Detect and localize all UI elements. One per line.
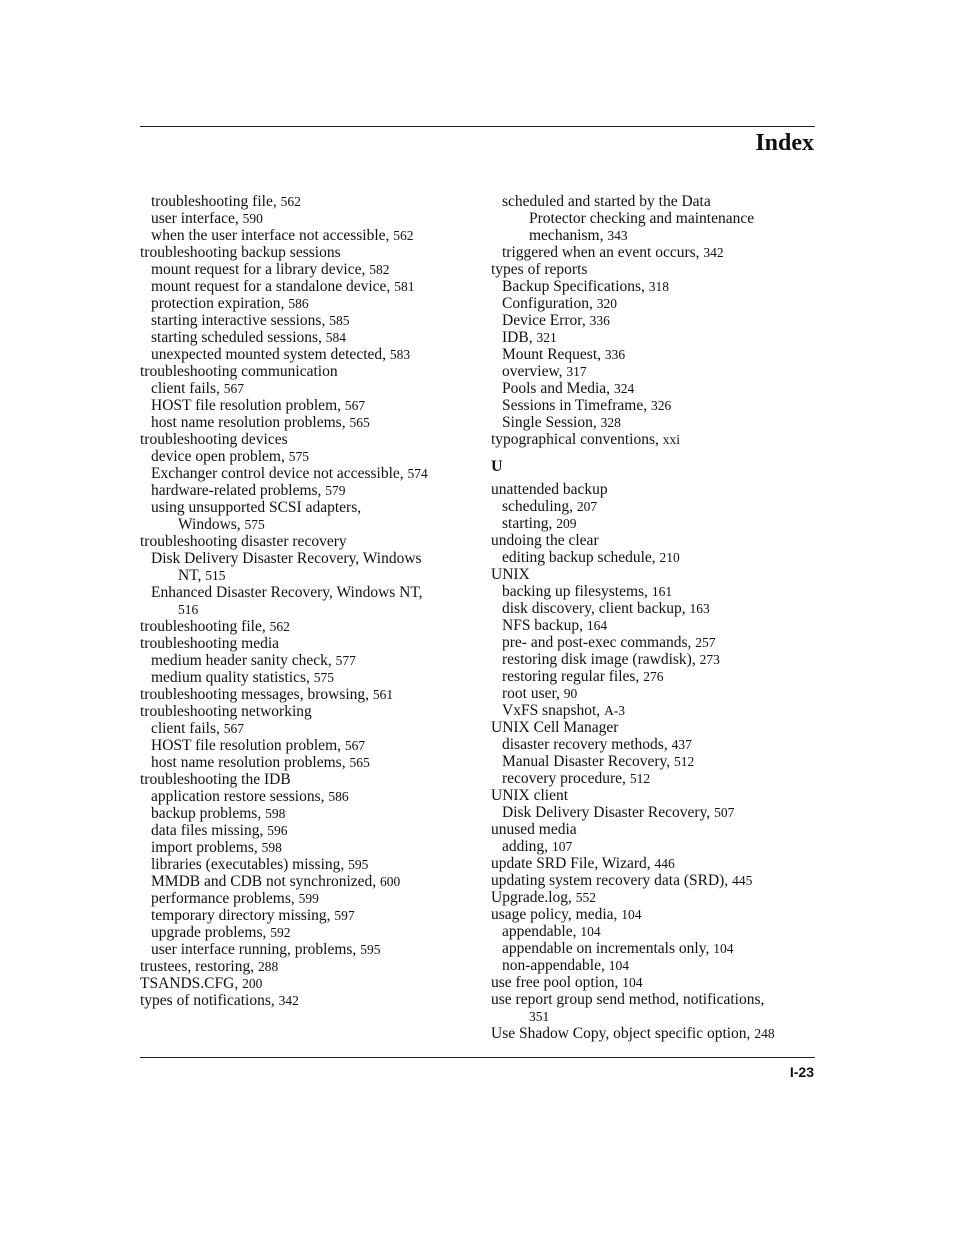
index-page-ref: 598 <box>261 840 282 855</box>
index-term: starting interactive sessions, <box>151 312 330 329</box>
index-page-ref: 90 <box>563 686 578 701</box>
index-entry <box>491 702 821 719</box>
index-entry <box>140 193 470 210</box>
index-entry <box>491 736 821 753</box>
index-term: Configuration, <box>502 295 597 312</box>
index-page-ref: 590 <box>242 211 263 226</box>
index-term: NT, <box>178 567 206 584</box>
index-entry <box>140 975 470 992</box>
index-term: root user, <box>502 685 564 702</box>
index-term: TSANDS.CFG, <box>140 975 243 992</box>
index-entry <box>491 668 821 685</box>
index-page-ref: 446 <box>654 856 675 871</box>
index-term: host name resolution problems, <box>151 414 350 431</box>
index-page-ref: 207 <box>576 499 598 514</box>
index-page-ref: 586 <box>288 296 309 311</box>
index-page-ref: 104 <box>713 941 734 956</box>
index-entry <box>491 481 821 498</box>
index-page-ref: 565 <box>349 415 370 430</box>
index-term: import problems, <box>151 839 262 856</box>
index-term: troubleshooting backup sessions <box>140 244 341 261</box>
index-term: starting, <box>502 515 557 532</box>
index-entry <box>491 380 821 397</box>
index-page-ref: 507 <box>714 805 735 820</box>
index-entry <box>140 805 470 822</box>
index-term: Disk Delivery Disaster Recovery, <box>502 804 715 821</box>
index-term: Protector checking and maintenance <box>529 210 755 227</box>
index-term: VxFS snapshot, <box>502 702 605 719</box>
index-entry <box>491 651 821 668</box>
index-entry <box>140 312 470 329</box>
index-page-ref: 336 <box>604 347 626 362</box>
index-entry <box>491 312 821 329</box>
index-entry <box>140 788 470 805</box>
index-page-ref: 585 <box>329 313 350 328</box>
index-term: backup problems, <box>151 805 266 822</box>
index-term: unexpected mounted system detected, <box>151 346 390 363</box>
index-term: UNIX client <box>491 787 569 804</box>
index-term: types of notifications, <box>140 992 279 1009</box>
header-rule <box>140 126 815 127</box>
index-page-ref: 351 <box>529 1009 550 1024</box>
index-term: user interface running, problems, <box>151 941 361 958</box>
index-page-ref: 581 <box>394 279 415 294</box>
index-page-ref: 318 <box>648 279 670 294</box>
index-entry <box>491 227 821 244</box>
index-term: UNIX Cell Manager <box>491 719 619 736</box>
index-entry <box>140 686 470 703</box>
index-entry <box>140 516 470 533</box>
index-entry <box>140 346 470 363</box>
index-term: Exchanger control device not accessible, <box>151 465 408 482</box>
index-page-ref: 592 <box>270 925 291 940</box>
index-term: pre- and post-exec commands, <box>502 634 696 651</box>
index-entry <box>140 703 470 720</box>
index-page-ref: 445 <box>732 873 753 888</box>
index-term: upgrade problems, <box>151 924 271 941</box>
index-entry <box>140 839 470 856</box>
index-entry <box>491 329 821 346</box>
index-page-ref: 584 <box>325 330 347 345</box>
index-entry <box>140 397 470 414</box>
index-entry <box>491 210 821 227</box>
index-entry <box>140 567 470 584</box>
index-entry <box>140 941 470 958</box>
index-entry <box>491 838 821 855</box>
index-page-ref: xxi <box>662 432 681 447</box>
index-entry <box>140 958 470 975</box>
index-term: temporary directory missing, <box>151 907 335 924</box>
index-page-ref: 595 <box>348 857 369 872</box>
index-entry <box>491 906 821 923</box>
index-term: performance problems, <box>151 890 299 907</box>
index-term: Mount Request, <box>502 346 605 363</box>
index-page-ref: 565 <box>349 755 370 770</box>
index-page-ref: 512 <box>674 754 695 769</box>
index-term: using unsupported SCSI adapters, <box>151 499 362 516</box>
index-term: Upgrade.log, <box>491 889 576 906</box>
index-entry <box>491 244 821 261</box>
index-term: troubleshooting devices <box>140 431 288 448</box>
index-entry <box>140 431 470 448</box>
index-term: medium quality statistics, <box>151 669 314 686</box>
index-page-ref: 596 <box>267 823 288 838</box>
index-entry <box>140 856 470 873</box>
index-entry <box>491 397 821 414</box>
index-entry <box>140 448 470 465</box>
index-term: unused media <box>491 821 577 838</box>
index-page-ref: 512 <box>629 771 651 786</box>
index-page-ref: 579 <box>325 483 346 498</box>
index-page-ref: 552 <box>575 890 597 905</box>
index-term: troubleshooting networking <box>140 703 312 720</box>
index-term: Windows, <box>178 516 245 533</box>
index-entry <box>491 363 821 380</box>
index-term: scheduling, <box>502 498 577 515</box>
page-title: Index <box>755 130 814 156</box>
index-term: protection expiration, <box>151 295 289 312</box>
index-page-ref: 104 <box>608 958 629 973</box>
index-entry <box>491 498 821 515</box>
index-term: Use Shadow Copy, object specific option, <box>491 1025 755 1042</box>
index-page-ref: 164 <box>586 618 608 633</box>
index-entry <box>491 855 821 872</box>
index-page-ref: 577 <box>335 653 356 668</box>
index-entry <box>140 533 470 550</box>
index-term: troubleshooting disaster recovery <box>140 533 347 550</box>
index-page-ref: 104 <box>580 924 601 939</box>
index-term: HOST file resolution problem, <box>151 737 345 754</box>
index-entry <box>140 482 470 499</box>
index-term: backing up filesystems, <box>502 583 652 600</box>
index-entry <box>140 890 470 907</box>
index-page-ref: 567 <box>344 738 366 753</box>
index-page-ref: 320 <box>596 296 617 311</box>
index-term: typographical conventions, <box>491 431 663 448</box>
index-entry <box>140 635 470 652</box>
index-page-ref: 210 <box>659 550 680 565</box>
index-term: troubleshooting file, <box>140 618 270 635</box>
index-entry <box>491 770 821 787</box>
index-term: triggered when an event occurs, <box>502 244 704 261</box>
index-entry <box>140 499 470 516</box>
index-page-ref: 248 <box>754 1026 775 1041</box>
index-term: Manual Disaster Recovery, <box>502 753 675 770</box>
index-entry <box>140 873 470 890</box>
index-entry <box>140 295 470 312</box>
index-entry <box>140 465 470 482</box>
index-term: mount request for a standalone device, <box>151 278 395 295</box>
index-section-letter: U <box>491 458 503 475</box>
index-entry <box>491 685 821 702</box>
index-entry <box>140 584 470 601</box>
index-term: IDB, <box>502 329 537 346</box>
index-page-ref: 437 <box>671 737 692 752</box>
index-page-ref: 600 <box>380 874 401 889</box>
index-entry <box>140 244 470 261</box>
index-entry <box>140 601 470 618</box>
index-page-ref: 336 <box>589 313 610 328</box>
index-entry <box>491 532 821 549</box>
index-page-ref: 595 <box>360 942 381 957</box>
index-entry <box>491 821 821 838</box>
index-entry <box>491 414 821 431</box>
index-page-ref: 343 <box>607 228 628 243</box>
index-term: NFS backup, <box>502 617 587 634</box>
index-entry <box>140 363 470 380</box>
index-term: client fails, <box>151 380 224 397</box>
index-term: troubleshooting communication <box>140 363 338 380</box>
index-page-ref: 326 <box>650 398 672 413</box>
index-term: Enhanced Disaster Recovery, Windows NT, <box>151 584 423 601</box>
index-column-left <box>140 193 470 1009</box>
index-term: when the user interface not accessible, <box>151 227 394 244</box>
index-entry <box>140 618 470 635</box>
index-page-ref: 317 <box>566 364 587 379</box>
index-term: device open problem, <box>151 448 289 465</box>
index-entry <box>140 720 470 737</box>
index-entry <box>491 1025 821 1042</box>
index-page-ref: 574 <box>407 466 428 481</box>
index-page-ref: 567 <box>223 381 244 396</box>
index-entry <box>140 550 470 567</box>
index-term: usage policy, media, <box>491 906 622 923</box>
index-entry <box>491 549 821 566</box>
index-term: disaster recovery methods, <box>502 736 672 753</box>
index-term: medium header sanity check, <box>151 652 336 669</box>
index-entry <box>491 719 821 736</box>
index-page-ref: 598 <box>265 806 286 821</box>
index-page-ref: 567 <box>344 398 366 413</box>
index-page-ref: 288 <box>257 959 279 974</box>
index-page-ref: 104 <box>622 975 643 990</box>
footer-rule <box>140 1057 815 1058</box>
index-entry <box>140 924 470 941</box>
index-entry <box>491 872 821 889</box>
index-term: libraries (executables) missing, <box>151 856 349 873</box>
index-entry <box>140 652 470 669</box>
index-entry <box>140 737 470 754</box>
index-entry <box>491 889 821 906</box>
index-term: adding, <box>502 838 552 855</box>
index-entry <box>140 771 470 788</box>
index-page-ref: 562 <box>393 228 414 243</box>
index-term: overview, <box>502 363 567 380</box>
index-term: HOST file resolution problem, <box>151 397 345 414</box>
index-page-ref: 583 <box>389 347 411 362</box>
index-page-ref: 200 <box>242 976 263 991</box>
index-entry <box>491 583 821 600</box>
index-entry <box>491 278 821 295</box>
index-page-ref: 209 <box>556 516 577 531</box>
index-term: disk discovery, client backup, <box>502 600 690 617</box>
index-term: updating system recovery data (SRD), <box>491 872 733 889</box>
index-entry <box>140 380 470 397</box>
index-page-ref: 163 <box>689 601 710 616</box>
index-page-ref: 342 <box>278 993 299 1008</box>
index-term: application restore sessions, <box>151 788 329 805</box>
index-term: hardware-related problems, <box>151 482 326 499</box>
index-page-ref: 342 <box>703 245 724 260</box>
index-entry <box>140 669 470 686</box>
index-entry <box>140 261 470 278</box>
index-entry <box>140 414 470 431</box>
index-term: troubleshooting media <box>140 635 280 652</box>
index-term: use free pool option, <box>491 974 623 991</box>
index-entry <box>491 804 821 821</box>
index-term: unattended backup <box>491 481 608 498</box>
index-page-ref: 107 <box>551 839 573 854</box>
index-entry <box>491 1008 821 1025</box>
index-page-ref: 562 <box>269 619 290 634</box>
index-entry <box>491 515 821 532</box>
index-page-ref: 582 <box>369 262 390 277</box>
index-term: starting scheduled sessions, <box>151 329 326 346</box>
index-page-ref: 516 <box>178 602 199 617</box>
index-term: appendable on incrementals only, <box>502 940 714 957</box>
index-page-ref: 567 <box>223 721 244 736</box>
index-page-ref: 321 <box>536 330 557 345</box>
index-page-ref: 104 <box>621 907 642 922</box>
index-term: MMDB and CDB not synchronized, <box>151 873 381 890</box>
index-term: editing backup schedule, <box>502 549 660 566</box>
index-entry <box>491 753 821 770</box>
index-term: appendable, <box>502 923 581 940</box>
index-entry <box>140 210 470 227</box>
index-entry <box>491 295 821 312</box>
index-term: use report group send method, notifications, <box>491 991 765 1008</box>
index-term: Backup Specifications, <box>502 278 649 295</box>
index-entry <box>140 822 470 839</box>
index-entry <box>491 261 821 278</box>
index-entry <box>491 600 821 617</box>
index-term: Disk Delivery Disaster Recovery, Windows <box>151 550 422 567</box>
index-page-ref: 276 <box>643 669 664 684</box>
index-entry <box>140 278 470 295</box>
index-term: troubleshooting the IDB <box>140 771 291 788</box>
index-term: data files missing, <box>151 822 268 839</box>
index-entry <box>491 346 821 363</box>
index-term: mechanism, <box>529 227 608 244</box>
index-page-ref: 575 <box>288 449 309 464</box>
index-entry <box>491 940 821 957</box>
index-page-ref: 599 <box>298 891 319 906</box>
index-entry <box>491 193 821 210</box>
index-entry <box>140 907 470 924</box>
index-entry <box>491 566 821 583</box>
index-page-ref: 575 <box>313 670 334 685</box>
index-page-ref: 561 <box>372 687 394 702</box>
index-page-ref: A-3 <box>604 703 626 718</box>
index-page-ref: 562 <box>280 194 301 209</box>
index-page-ref: 597 <box>334 908 355 923</box>
index-term: trustees, restoring, <box>140 958 258 975</box>
index-term: client fails, <box>151 720 224 737</box>
index-entry <box>491 634 821 651</box>
index-page-ref: 324 <box>613 381 635 396</box>
index-term: restoring disk image (rawdisk), <box>502 651 700 668</box>
index-term: mount request for a library device, <box>151 261 370 278</box>
index-term: troubleshooting file, <box>151 193 281 210</box>
index-term: non-appendable, <box>502 957 609 974</box>
index-page-ref: 257 <box>695 635 716 650</box>
index-term: Sessions in Timeframe, <box>502 397 651 414</box>
index-page-ref: 328 <box>600 415 621 430</box>
index-term: Single Session, <box>502 414 601 431</box>
index-term: types of reports <box>491 261 588 278</box>
index-entry <box>491 787 821 804</box>
index-term: recovery procedure, <box>502 770 630 787</box>
index-term: Device Error, <box>502 312 590 329</box>
index-term: Pools and Media, <box>502 380 614 397</box>
index-term: restoring regular files, <box>502 668 644 685</box>
index-entry <box>140 227 470 244</box>
index-term: undoing the clear <box>491 532 599 549</box>
index-page-ref: 161 <box>651 584 673 599</box>
index-entry <box>491 957 821 974</box>
index-term: troubleshooting messages, browsing, <box>140 686 373 703</box>
index-page-ref: 575 <box>244 517 265 532</box>
page-number: I-23 <box>789 1064 814 1080</box>
index-term: UNIX <box>491 566 530 583</box>
index-page-ref: 273 <box>699 652 720 667</box>
index-page-ref: 586 <box>328 789 349 804</box>
index-entry <box>491 923 821 940</box>
index-entry <box>140 992 470 1009</box>
index-term: scheduled and started by the Data <box>502 193 711 210</box>
index-term: update SRD File, Wizard, <box>491 855 655 872</box>
index-term: host name resolution problems, <box>151 754 350 771</box>
index-page-ref: 515 <box>205 568 226 583</box>
index-entry <box>140 754 470 771</box>
index-column-right <box>491 193 821 1042</box>
index-entry <box>491 974 821 991</box>
index-entry <box>491 617 821 634</box>
index-entry <box>140 329 470 346</box>
index-entry <box>491 991 821 1008</box>
index-entry <box>491 431 821 448</box>
index-term: user interface, <box>151 210 243 227</box>
